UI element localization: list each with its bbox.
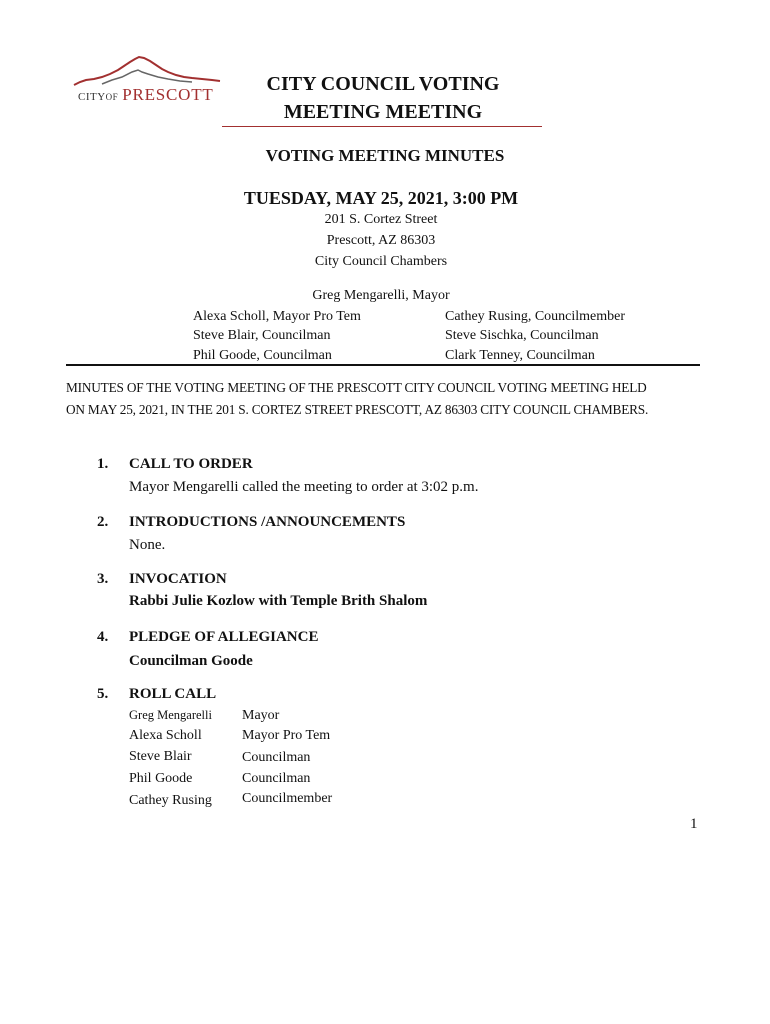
logo-wordmark: CITYOF PRESCOTT <box>78 85 214 104</box>
agenda-item-heading: ROLL CALL <box>129 686 217 702</box>
agenda-item-body: Rabbi Julie Kozlow with Temple Brith Shalom <box>129 593 428 609</box>
minutes-intro <box>66 377 706 421</box>
mayor-name: Greg Mengarelli, Mayor <box>312 288 450 303</box>
agenda-item-number: 5. <box>97 686 109 702</box>
council-member: Clark Tenney, Councilman <box>445 348 595 363</box>
roll-call-name: Alexa Scholl <box>129 728 202 743</box>
document-title-line1: CITY COUNCIL VOTING <box>266 73 500 95</box>
roll-call-name: Cathey Rusing <box>129 793 212 808</box>
council-member: Phil Goode, Councilman <box>193 348 332 363</box>
agenda-item-number: 2. <box>97 514 109 530</box>
agenda-item-heading: PLEDGE OF ALLEGIANCE <box>129 629 319 645</box>
council-member: Steve Sischka, Councilman <box>445 328 599 343</box>
intro-line: MINUTES OF THE VOTING MEETING OF THE PRESCOTT CITY COUNCIL VOTING MEETING HELD <box>66 380 647 395</box>
roll-call-name: Greg Mengarelli <box>129 708 212 722</box>
meeting-date: TUESDAY, MAY 25, 2021, 3:00 PM <box>243 188 519 208</box>
roll-call-name: Phil Goode <box>129 771 193 786</box>
document-title-line2: MEETING MEETING <box>283 101 483 123</box>
roll-call-role: Mayor Pro Tem <box>242 728 331 743</box>
agenda-item-number: 1. <box>97 456 109 472</box>
address-line: 201 S. Cortez Street <box>324 212 438 227</box>
roll-call-name: Steve Blair <box>129 749 192 764</box>
address-line: Prescott, AZ 86303 <box>326 233 436 248</box>
council-member: Steve Blair, Councilman <box>193 328 331 343</box>
header-divider <box>66 364 700 366</box>
agenda-item-heading: INVOCATION <box>129 571 227 587</box>
council-member: Alexa Scholl, Mayor Pro Tem <box>193 309 361 324</box>
page-number: 1 <box>690 816 698 832</box>
address-line: City Council Chambers <box>314 254 448 269</box>
agenda-item-heading: INTRODUCTIONS /ANNOUNCEMENTS <box>129 514 406 530</box>
roll-call-role: Councilman <box>242 771 311 786</box>
agenda-item-body: None. <box>129 537 166 553</box>
agenda-item-number: 4. <box>97 629 109 645</box>
roll-call-role: Mayor <box>242 708 280 723</box>
council-member: Cathey Rusing, Councilmember <box>445 309 626 324</box>
roll-call-role: Councilmember <box>242 791 333 806</box>
city-of-prescott-logo <box>72 52 222 107</box>
agenda-item-number: 3. <box>97 571 109 587</box>
agenda-item-body: Mayor Mengarelli called the meeting to order at 3:02 p.m. <box>129 479 479 495</box>
agenda-item-heading: CALL TO ORDER <box>129 456 253 472</box>
roll-call-role: Councilman <box>242 750 311 765</box>
agenda-item-body: Councilman Goode <box>129 653 253 669</box>
document-subtitle: VOTING MEETING MINUTES <box>265 146 505 165</box>
title-divider <box>222 126 542 127</box>
intro-line: ON MAY 25, 2021, IN THE 201 S. CORTEZ STREET PRESCOTT, AZ 86303 CITY COUNCIL CHAMBERS. <box>66 402 649 417</box>
